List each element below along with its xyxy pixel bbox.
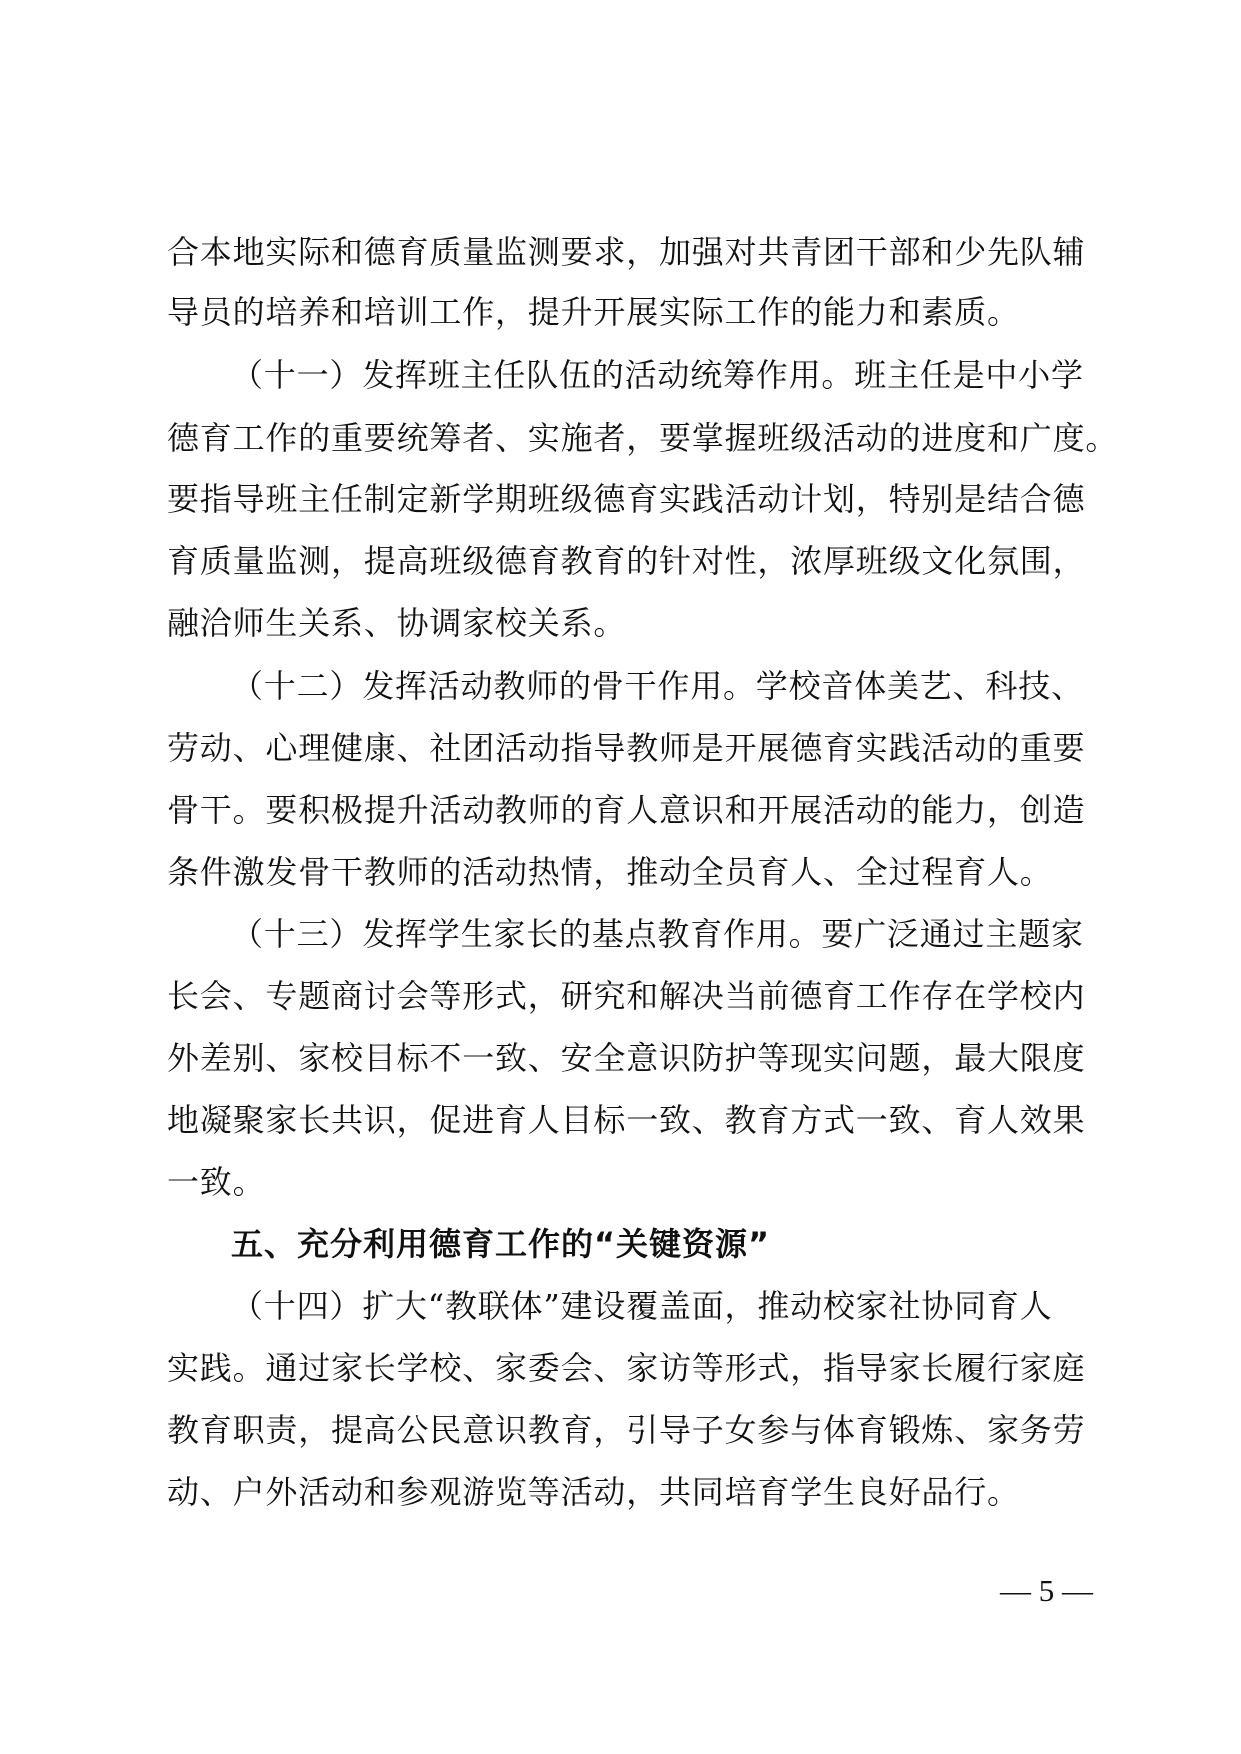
text-line: 德育工作的重要统筹者、实施者，要掌握班级活动的进度和广度。 bbox=[167, 419, 1119, 457]
text-line: 地凝聚家长共识，促进育人目标一致、教育方式一致、育人效果 bbox=[167, 1101, 1086, 1139]
text-line: 劳动、心理健康、社团活动指导教师是开展德育实践活动的重要 bbox=[167, 729, 1086, 767]
text-line: 实践。通过家长学校、家委会、家访等形式，指导家长履行家庭 bbox=[167, 1349, 1086, 1387]
text-line: 骨干。要积极提升活动教师的育人意识和开展活动的能力，创造 bbox=[167, 791, 1086, 829]
text-line: 育质量监测，提高班级德育教育的针对性，浓厚班级文化氛围， bbox=[167, 542, 1086, 580]
text-line: 外差别、家校目标不一致、安全意识防护等现实问题，最大限度 bbox=[167, 1039, 1086, 1077]
paragraph-heading-line: （十三）发挥学生家长的基点教育作用。要广泛通过主题家 bbox=[231, 915, 1084, 953]
paragraph-heading-line: （十二）发挥活动教师的骨干作用。学校音体美艺、科技、 bbox=[231, 667, 1084, 705]
paragraph-heading-line: （十四）扩大“教联体”建设覆盖面，推动校家社协同育人 bbox=[231, 1287, 1053, 1325]
text-line: 教育职责，提高公民意识教育，引导子女参与体育锻炼、家务劳 bbox=[167, 1411, 1086, 1449]
text-line: 动、户外活动和参观游览等活动，共同培育学生良好品行。 bbox=[167, 1473, 1020, 1511]
paragraph-heading-line: （十一）发挥班主任队伍的活动统筹作用。班主任是中小学 bbox=[231, 356, 1084, 394]
text-line: 融洽师生关系、协调家校关系。 bbox=[167, 604, 627, 642]
page-number: — 5 — bbox=[1000, 1573, 1093, 1608]
section-heading: 五、充分利用德育工作的“关键资源” bbox=[231, 1225, 771, 1263]
text-line: 要指导班主任制定新学期班级德育实践活动计划，特别是结合德 bbox=[167, 480, 1086, 518]
text-line: 合本地实际和德育质量监测要求，加强对共青团干部和少先队辅 bbox=[167, 233, 1086, 271]
text-line: 长会、专题商讨会等形式，研究和解决当前德育工作存在学校内 bbox=[167, 977, 1086, 1015]
text-line: 导员的培养和培训工作，提升开展实际工作的能力和素质。 bbox=[167, 293, 1020, 331]
text-line: 条件激发骨干教师的活动热情，推动全员育人、全过程育人。 bbox=[167, 853, 1053, 891]
text-line: 一致。 bbox=[167, 1163, 266, 1201]
